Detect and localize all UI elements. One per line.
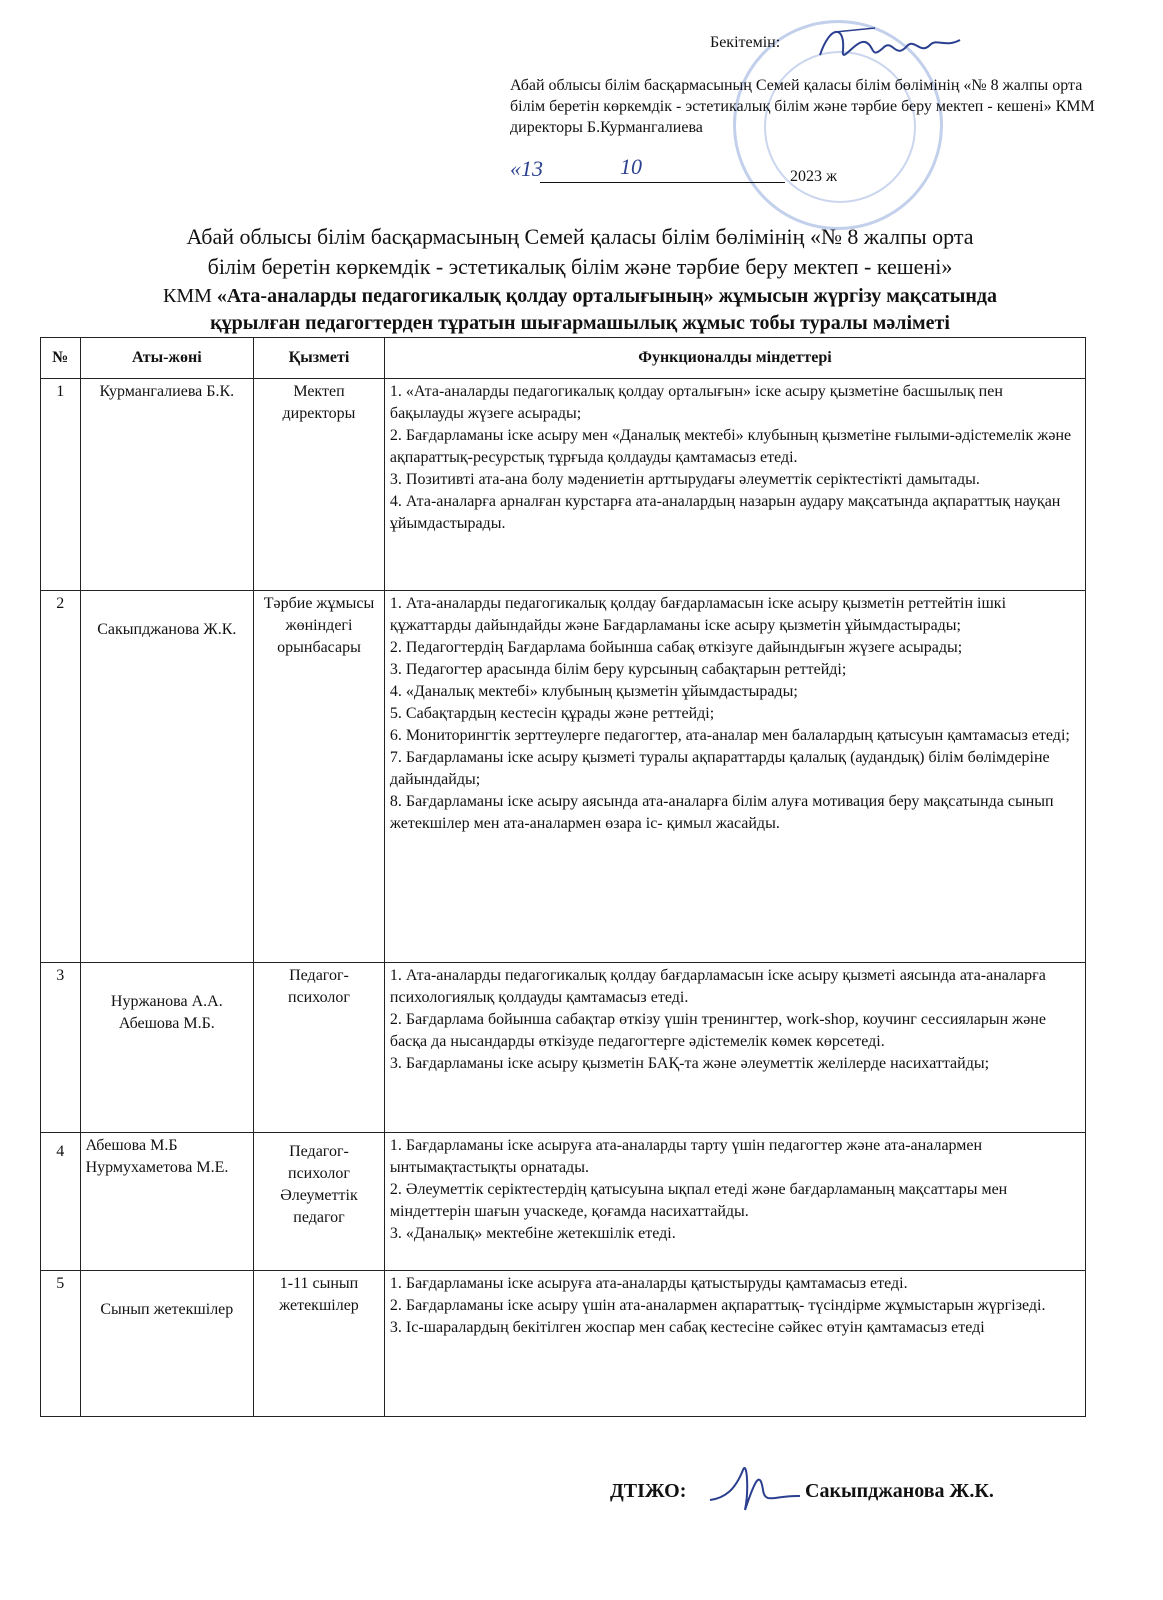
table-row: [41, 963, 1086, 1133]
duty-item: 8. Бағдарламаны іске асыру аясында ата-аналарға білім алуға мотивация беру мақсатында сынып жетекшілер мен ата-аналармен өзара іс- қимыл жасайды.: [389, 793, 1054, 832]
duty-item: 2. Бағдарламаны іске асыру үшін ата-аналармен ақпараттық- түсіндірме жұмыстарын жүргізеді.: [389, 1297, 1046, 1314]
row-number: 2: [41, 591, 81, 963]
row-position: Мектеп директоры: [254, 379, 385, 591]
title-line-4: құрылған педагогтерден тұратын шығармашылық жұмыс тобы туралы мәліметі: [210, 312, 950, 334]
table-header-row: [41, 338, 1086, 379]
date-day: «13: [510, 156, 543, 181]
header-number: №: [41, 338, 81, 379]
title-line-3-prefix: КММ: [162, 285, 212, 307]
deputy-signature: [705, 1460, 805, 1522]
row-duties: [384, 591, 1085, 963]
title-line-3-bold: «Ата-аналарды педагогикалық қолдау орталығының» жұмысын жүргізу мақсатында: [216, 285, 997, 307]
duty-item: 3. Іс-шаралардың бекітілген жоспар мен сабақ кестесіне сәйкес өтуін қамтамасыз етеді: [389, 1319, 985, 1336]
duty-item: 3. «Даналық» мектебіне жетекшілік етеді.: [389, 1225, 676, 1242]
header-position: Қызметі: [254, 338, 385, 379]
row-name: Сынып жетекшілер: [80, 1271, 253, 1417]
document-title: [70, 222, 1090, 336]
header-name: Аты-жөні: [80, 338, 253, 379]
row-number: 4: [41, 1133, 81, 1271]
row-name: Сакыпджанова Ж.К.: [80, 591, 253, 963]
row-number: 3: [41, 963, 81, 1133]
table-row: [41, 379, 1086, 591]
duty-item: 1. Бағдарламаны іске асыруға ата-аналарды тарту үшін педагогтер және ата-аналармен ынтымақтастықты орнатады.: [389, 1137, 983, 1176]
date-year: 2023 ж: [790, 168, 838, 185]
row-duties: [384, 379, 1085, 591]
duty-item: 4. Ата-аналарға арналған курстарға ата-аналардың назарын аудару мақсатында ақпараттық науқан ұйымдастырады.: [389, 493, 1061, 532]
title-line-3: [70, 282, 1090, 310]
title-line-2: білім беретін көркемдік - эстетикалық білім және тәрбие беру мектеп - кешені»: [207, 254, 953, 279]
row-duties: [384, 1271, 1085, 1417]
row-duties: [384, 1133, 1085, 1271]
row-position: Тәрбие жұмысы жөніндегі орынбасары: [254, 591, 385, 963]
duty-item: 4. «Даналық мектебі» клубының қызметін ұйымдастырады;: [389, 683, 798, 700]
row-number: 5: [41, 1271, 81, 1417]
row-number: 1: [41, 379, 81, 591]
duty-item: 2. Бағдарламаны іске асыру мен «Даналық мектебі» клубының қызметіне ғылыми-әдістемелік және ақпараттық-ресурстық тұрғыда қолдауды қамтамасыз етеді.: [389, 427, 1072, 466]
approval-organization: Абай облысы білім басқармасының Семей қаласы білім бөлімінің «№ 8 жалпы орта білім беретін көркемдік - эстетикалық білім және тәрбие беру мектеп - кешені» КММ директоры Б.Курмангалиева: [510, 77, 1095, 136]
date-underline: [540, 182, 785, 183]
footer-role: ДТІЖО:: [610, 1480, 687, 1502]
row-duties: [384, 963, 1085, 1133]
title-line-1: Абай облысы білім басқармасының Семей қаласы білім бөлімінің «№ 8 жалпы орта: [186, 224, 974, 249]
date-month: 10: [620, 154, 642, 179]
row-position: 1-11 сынып жетекшілер: [254, 1271, 385, 1417]
duty-item: 3. Педагогтер арасында білім беру курсының сабақтарын реттейді;: [389, 661, 847, 678]
approval-label: Бекітемін:: [710, 34, 781, 51]
table-row: [41, 1133, 1086, 1271]
duty-item: 3. Бағдарламаны іске асыру қызметін БАҚ-та және әлеуметтік желілерде насихаттайды;: [389, 1055, 990, 1072]
duty-item: 1. Бағдарламаны іске асыруға ата-аналарды қатыстыруды қамтамасыз етеді.: [389, 1275, 908, 1292]
table-row: [41, 1271, 1086, 1417]
duty-item: 1. Ата-аналарды педагогикалық қолдау бағдарламасын іске асыру қызметін реттейтін ішкі құжаттарды дайындайды және Бағдарламаны іске асыру қызметін ұйымдастырады;: [389, 595, 1007, 634]
row-name: Нуржанова А.А. Абешова М.Б.: [80, 963, 253, 1133]
duty-item: 5. Сабақтардың кестесін құрады және реттейді;: [389, 705, 715, 722]
duty-item: 6. Мониторингтік зерттеулерге педагогтер, ата-аналар мен балалардың қатысуын қамтамасыз етеді;: [389, 727, 1070, 744]
row-position: Педагог-психолог Әлеуметтік педагог: [254, 1133, 385, 1271]
header-duties: Функционалды міндеттері: [384, 338, 1085, 379]
duty-item: 2. Әлеуметтік серіктестердің қатысуына ықпал етеді және бағдарламаның мақсаттары мен міндеттерін шағын учаскеде, қоғамда насихаттайды.: [389, 1181, 1008, 1220]
duty-item: 2. Бағдарлама бойынша сабақтар өткізу үшін тренингтер, work-shop, коучинг сессияларын және басқа да нысандарды өткізуде педагогтерге әдістемелік көмек көрсетеді.: [389, 1011, 1046, 1050]
table-row: [41, 591, 1086, 963]
duty-item: 1. «Ата-аналарды педагогикалық қолдау орталығын» іске асыру қызметіне басшылық пен бақылауды жүзеге асырады;: [389, 383, 1003, 422]
duty-item: 3. Позитивті ата-ана болу мәдениетін арттырудағы әлеуметтік серіктестікті дамытады.: [389, 471, 980, 488]
working-group-table: [40, 337, 1086, 1417]
director-signature: [815, 20, 965, 76]
duty-item: 1. Ата-аналарды педагогикалық қолдау бағдарламасын іске асыру қызметі аясында ата-аналарға психологиялық қолдауды қамтамасыз етеді.: [389, 967, 1046, 1006]
footer-name: Сакыпджанова Ж.К.: [805, 1480, 994, 1502]
duty-item: 2. Педагогтердің Бағдарлама бойынша сабақ өткізуге дайындығын жүзеге асырады;: [389, 639, 963, 656]
row-name: Курмангалиева Б.К.: [80, 379, 253, 591]
row-name: Абешова М.Б Нурмухаметова М.Е.: [80, 1133, 253, 1271]
duty-item: 7. Бағдарламаны іске асыру қызметі туралы ақпараттарды қалалық (аудандық) білім бөлімдеріне дайындайды;: [389, 749, 1050, 788]
approval-date: [510, 152, 1110, 192]
row-position: Педагог-психолог: [254, 963, 385, 1133]
